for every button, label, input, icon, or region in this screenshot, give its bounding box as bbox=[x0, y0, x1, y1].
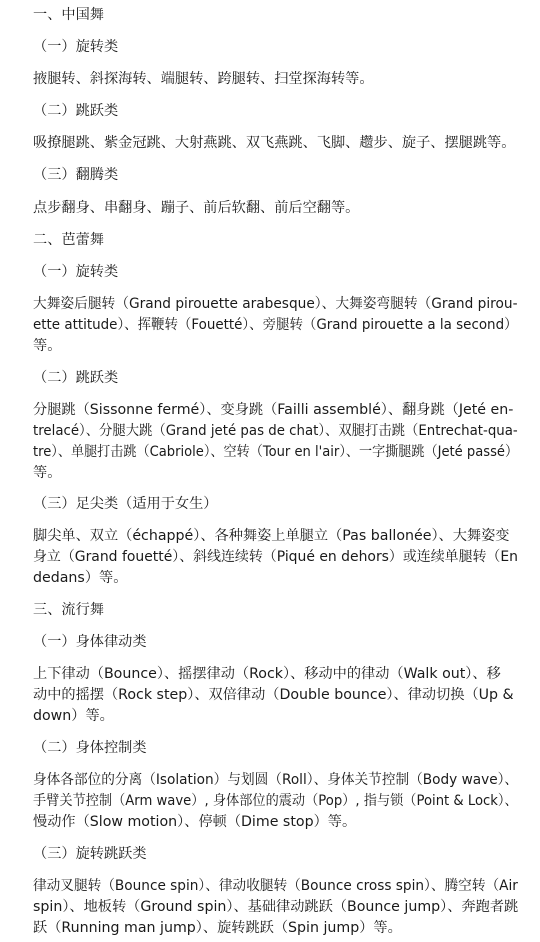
paragraph-line: 跃（Running man jump）、旋转跳跃（Spin jump）等。 bbox=[33, 920, 402, 936]
paragraph-line: dedans）等。 bbox=[33, 570, 128, 586]
paragraph-line: 等。 bbox=[33, 465, 62, 481]
paragraph-line: spin）、地板转（Ground spin）、基础律动跳跃（Bounce jump）、奔跑者跳 bbox=[33, 899, 519, 915]
subsection-heading: （三）旋转跳跃类 bbox=[33, 846, 147, 862]
paragraph-line: 脚尖单、双立（échappé）、各种舞姿上单腿立（Pas ballonée）、大舞姿变 bbox=[33, 528, 510, 544]
paragraph-line: 分腿跳（Sissonne fermé）、变身跳（Failli assemblé）、翻身跳（Jeté en- bbox=[33, 402, 514, 418]
subsection-heading: （三）足尖类（适用于女生） bbox=[33, 496, 218, 512]
subsection-heading: （一）旋转类 bbox=[33, 39, 119, 55]
paragraph-line: 律动叉腿转（Bounce spin）、律动收腿转（Bounce cross spin）、腾空转（Air bbox=[33, 878, 518, 894]
subsection-heading: （三）翻腾类 bbox=[33, 167, 119, 183]
paragraph-line: 身立（Grand fouetté）、斜线连续转（Piqué en dehors）或连续单腿转（En bbox=[33, 549, 518, 565]
paragraph-line: 上下律动（Bounce）、摇摆律动（Rock）、移动中的律动（Walk out）、移 bbox=[33, 666, 501, 682]
subsection-heading: （一）旋转类 bbox=[33, 264, 119, 280]
paragraph-line: 掖腿转、斜探海转、端腿转、跨腿转、扫堂探海转等。 bbox=[33, 71, 374, 87]
paragraph-line: 吸撩腿跳、紫金冠跳、大射燕跳、双飞燕跳、飞脚、趱步、旋子、摆腿跳等。 bbox=[33, 135, 516, 151]
paragraph-line: 身体各部位的分离（Isolation）与划圆（Roll）、身体关节控制（Body wave）、 bbox=[33, 772, 519, 788]
paragraph-line: 点步翻身、串翻身、蹦子、前后软翻、前后空翻等。 bbox=[33, 200, 360, 216]
subsection-heading: （二）跳跃类 bbox=[33, 370, 119, 386]
subsection-heading: （一）身体律动类 bbox=[33, 634, 147, 650]
subsection-heading: （二）身体控制类 bbox=[33, 740, 147, 756]
paragraph-line: down）等。 bbox=[33, 708, 114, 724]
subsection-heading: （二）跳跃类 bbox=[33, 103, 119, 119]
section-heading: 三、流行舞 bbox=[33, 602, 104, 618]
paragraph-line: trelacé）、分腿大跳（Grand jeté pas de chat）、双腿打击跳（Entrechat-qua- bbox=[33, 423, 518, 439]
paragraph-line: ette attitude）、挥鞭转（Fouetté）、旁腿转（Grand pirouette a la second） bbox=[33, 317, 518, 333]
section-heading: 二、芭蕾舞 bbox=[33, 232, 104, 248]
paragraph-line: tre）、单腿打击跳（Cabriole）、空转（Tour en l'air）、一字撕腿跳（Jeté passé） bbox=[33, 444, 519, 460]
paragraph-line: 手臂关节控制（Arm wave）, 身体部位的震动（Pop）, 指与锁（Point & Lock）、 bbox=[33, 793, 518, 809]
paragraph-line: 大舞姿后腿转（Grand pirouette arabesque）、大舞姿弯腿转（Grand pirou- bbox=[33, 296, 518, 312]
section-heading: 一、中国舞 bbox=[33, 7, 104, 23]
paragraph-line: 等。 bbox=[33, 338, 62, 354]
paragraph-line: 动中的摇摆（Rock step）、双倍律动（Double bounce）、律动切换（Up & bbox=[33, 687, 514, 703]
paragraph-line: 慢动作（Slow motion）、停顿（Dime stop）等。 bbox=[33, 814, 357, 830]
